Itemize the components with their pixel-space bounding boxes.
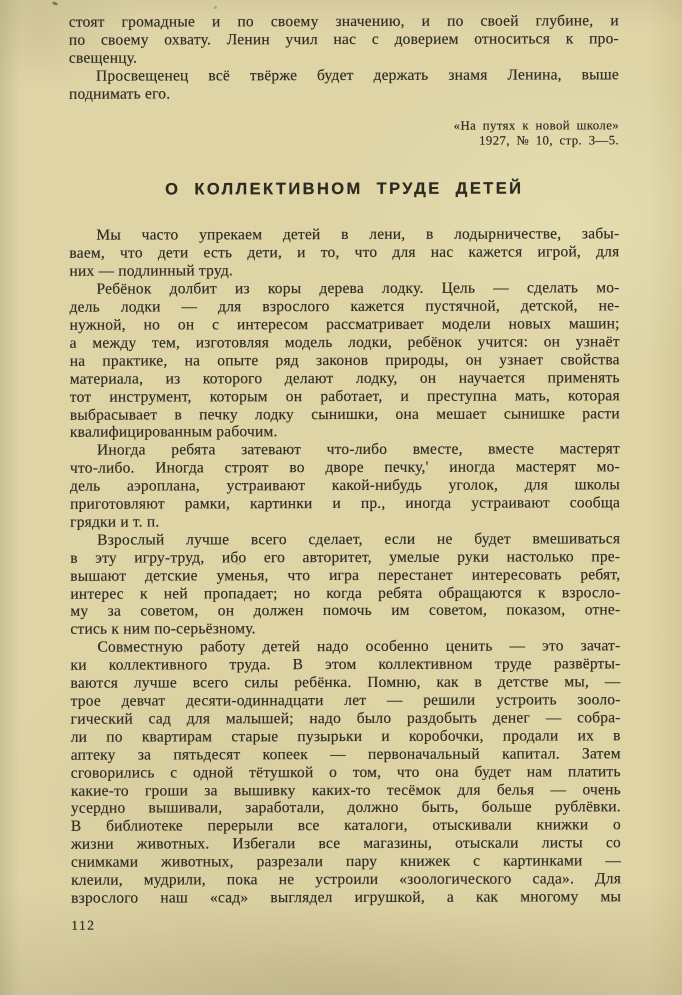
body-paragraph-3 <box>70 441 620 532</box>
text-line: В библиотеке перерыли все каталоги, отыскивали книжки о <box>70 816 621 836</box>
page-number: 112 <box>71 917 96 933</box>
text-line: вышают детские уменья, что игра перестанет интересовать ребят, <box>70 565 621 585</box>
text-line: в эту игру-труд, ибо его авторитет, умелые руки настолько пре- <box>70 548 621 567</box>
text-line: какие-то гроши за вышивку каких-то тесёмок для белья — очень <box>70 780 621 800</box>
text-line: му за советом, он должен помочь им советом, показом, отне- <box>70 601 621 621</box>
paragraph-prosveshchenets <box>69 66 619 103</box>
text-line: Мы часто упрекаем детей в лени, в лодырничестве, забы- <box>96 225 620 245</box>
body-paragraph-2 <box>69 279 619 442</box>
text-line: аптеку за пятьдесят копеек — первоначальный капитал. Затем <box>70 744 621 764</box>
text-line: «На путях к новой школе» <box>453 117 620 133</box>
text-line: них — подлинный труд. <box>69 262 234 280</box>
text-line: стись к ним по-серьёзному. <box>70 620 256 639</box>
text-line: ли по квартирам старые пузырьки и коробочки, продали их в <box>70 727 621 746</box>
text-line: по своему охвату. Ленин учил нас с доверием относиться к про- <box>68 30 619 49</box>
page-text-block <box>69 12 621 934</box>
text-line: 1927, № 10, стр. 3—5. <box>479 133 620 148</box>
text-line: ки коллективного труда. В этом коллективном труде развёрты- <box>70 655 621 674</box>
text-line: нужной, но он с интересом рассматривает модели новых машин; <box>69 315 620 334</box>
text-line: поднимать его. <box>68 85 171 103</box>
text-line: Ребёнок долбит из коры дерева лодку. Цель — сделать мо- <box>96 279 620 298</box>
text-line: грядки и т. п. <box>70 513 160 531</box>
scan-artifact <box>52 1 59 6</box>
text-line: дель лодки — для взрослого кажется пустячной, детской, не- <box>69 297 620 316</box>
text-line: тот инструмент, которым он работает, и преступна мать, которая <box>69 386 620 406</box>
text-line: ваются лучше всего силы ребёнка. Помню, как в детстве мы, — <box>70 673 621 692</box>
text-line: стоят громадные и по своему значению, и по своей глубине, и <box>68 12 619 31</box>
citation-source <box>69 118 619 150</box>
text-line: усердно вышивали, заработали, должно быть, больше рублёвки. <box>70 798 621 818</box>
text-line: приготовляют рамки, картинки и пр., иногда устраивают сообща <box>70 494 621 513</box>
scan-artifact <box>214 6 217 9</box>
text-line: трое девчат десяти-одиннадцати лет — решили устроить зооло- <box>70 691 621 710</box>
text-line: выбрасывает в печку лодку сынишки, она мешает сынишке расти <box>69 404 620 424</box>
text-line: свещенцу. <box>68 49 138 67</box>
text-line: интерес к ней пропадает; но когда ребята обращаются к взросло- <box>70 583 621 603</box>
text-line: гический сад для малышей; надо было раздобыть денег — собра- <box>70 709 621 728</box>
text-line: Совместную работу детей надо особенно ценить — это зачат- <box>97 637 621 656</box>
text-line: Иногда ребята затевают что-либо вместе, вместе мастерят <box>96 440 620 459</box>
text-line: снимками животных, разрезали пару книжек с картинками — <box>70 852 622 871</box>
text-line: материала, из которого делают лодку, он научается применять <box>69 368 620 388</box>
text-line: на практике, на опыте ряд законов природы, он узнает свойства <box>69 351 620 370</box>
section-heading: О КОЛЛЕКТИВНОМ ТРУДЕ ДЕТЕЙ <box>165 179 524 199</box>
text-line: что-либо. Иногда строят во дворе печку,' иногда мастерят мо- <box>69 458 621 477</box>
text-line: дель аэроплана, устраивают какой-нибудь уголок, для школы <box>70 476 621 495</box>
body-paragraph-5 <box>70 638 621 908</box>
body-paragraph-1 <box>69 226 619 281</box>
text-line: жизни животных. Избегали все магазины, отыскали листы со <box>70 834 621 853</box>
text-line: ваем, что дети есть дети, и то, что для нас кажется игрой, для <box>69 243 620 263</box>
text-line: взрослого наш «сад» выглядел игрушкой, а как многому мы <box>71 888 622 907</box>
paragraph-continuation-from-previous-page <box>69 12 619 67</box>
text-line: квалифицированным рабочим. <box>69 423 278 442</box>
text-line: Просвещенец всё твёрже будет держать знамя Ленина, выше <box>95 66 619 85</box>
text-line: клеили, мудрили, пока не устроили «зоологического сада». Для <box>71 870 622 889</box>
text-line: а между тем, изготовляя модель лодки, ребёнок учится: он узнаёт <box>69 333 620 352</box>
body-paragraph-4 <box>70 530 620 639</box>
text-line: Взрослый лучше всего сделает, если не будет вмешиваться <box>97 530 621 549</box>
text-line: сговорились с одной тётушкой о том, что она будет нам платить <box>70 762 621 782</box>
